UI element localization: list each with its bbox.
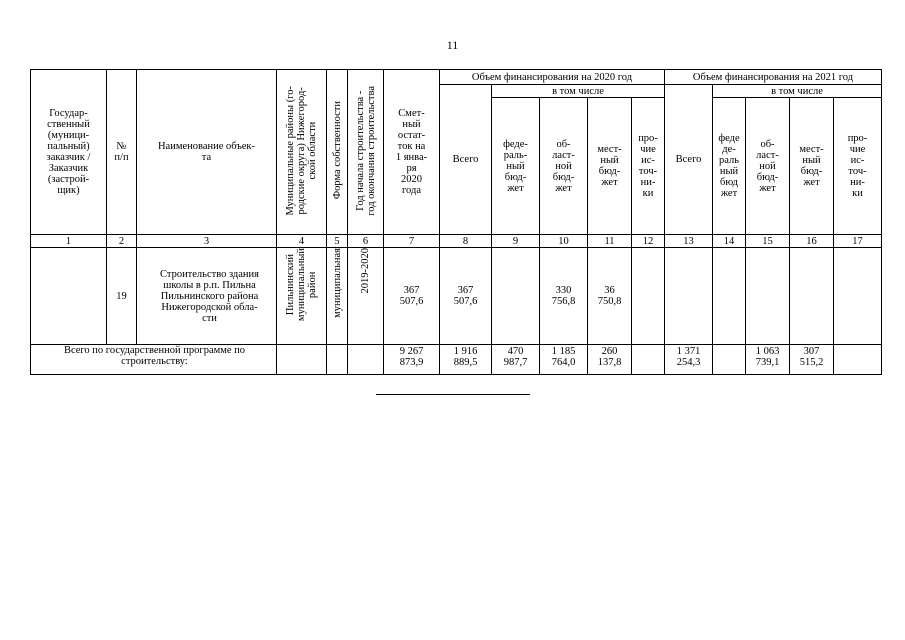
row-federal-2020 xyxy=(492,248,540,345)
header-local-2021: мест- ный бюд- жет xyxy=(790,98,834,235)
header-other-2020: про- чие ис- точ- ни- ки xyxy=(632,98,665,235)
row-years xyxy=(348,248,384,345)
total-federal-2021 xyxy=(713,345,746,375)
column-number: 2 xyxy=(107,235,137,248)
header-regional-2020: об- ласт- ной бюд- жет xyxy=(540,98,588,235)
column-number: 17 xyxy=(834,235,882,248)
total-empty-cell xyxy=(327,345,348,375)
column-number: 11 xyxy=(588,235,632,248)
header-including-2020: в том числе xyxy=(492,85,665,98)
row-other-2021 xyxy=(834,248,882,345)
total-row xyxy=(31,345,882,375)
column-number: 13 xyxy=(665,235,713,248)
row-district-text: Пильнинский муниципальный район xyxy=(285,248,318,322)
row-local-2021 xyxy=(790,248,834,345)
column-number: 15 xyxy=(746,235,790,248)
total-local-2021: 307 515,2 xyxy=(790,345,834,375)
column-number: 16 xyxy=(790,235,834,248)
header-ownership-text: Форма собственности xyxy=(331,101,343,200)
row-customer xyxy=(31,248,107,345)
total-empty-cell xyxy=(348,345,384,375)
column-number: 7 xyxy=(384,235,440,248)
total-empty-cell xyxy=(277,345,327,375)
header-local-2020: мест- ный бюд- жет xyxy=(588,98,632,235)
row-years-text: 2019-2020 xyxy=(360,248,371,294)
row-total-2021 xyxy=(665,248,713,345)
column-number: 5 xyxy=(327,235,348,248)
column-number: 9 xyxy=(492,235,540,248)
row-object-name: Строительство здания школы в р.п. Пильна Пильнинского района Нижегородской обла- сти xyxy=(137,248,277,345)
total-other-2020 xyxy=(632,345,665,375)
header-regional-2021: об- ласт- ной бюд- жет xyxy=(746,98,790,235)
row-regional-2021 xyxy=(746,248,790,345)
header-estimate-balance: Смет- ный остат- ток на 1 янва- ря 2020 года xyxy=(384,70,440,235)
row-federal-2021 xyxy=(713,248,746,345)
header-number: № п/п xyxy=(107,70,137,235)
header-years-text: Год начала строительства - год окончания строительства xyxy=(354,85,377,216)
row-regional-2020: 330 756,8 xyxy=(540,248,588,345)
row-ownership xyxy=(327,248,348,345)
row-other-2020 xyxy=(632,248,665,345)
column-number: 14 xyxy=(713,235,746,248)
column-number: 4 xyxy=(277,235,327,248)
total-federal-2020: 470 987,7 xyxy=(492,345,540,375)
header-including-2021: в том числе xyxy=(713,85,882,98)
header-total-2021: Всего xyxy=(665,85,713,235)
column-number: 10 xyxy=(540,235,588,248)
total-2021: 1 371 254,3 xyxy=(665,345,713,375)
row-number: 19 xyxy=(107,248,137,345)
header-funding-2021: Объем финансирования на 2021 год xyxy=(665,70,882,85)
header-funding-2020: Объем финансирования на 2020 год xyxy=(440,70,665,85)
header-object-name: Наименование объек- та xyxy=(137,70,277,235)
column-number: 1 xyxy=(31,235,107,248)
header-federal-2020: феде- раль- ный бюд- жет xyxy=(492,98,540,235)
total-estimate-balance: 9 267 873,9 xyxy=(384,345,440,375)
header-years xyxy=(348,70,384,235)
total-label: Всего по государственной программе по строительству: xyxy=(31,345,277,375)
header-total-2020: Всего xyxy=(440,85,492,235)
row-ownership-text: муниципальная xyxy=(331,248,343,318)
total-regional-2021: 1 063 739,1 xyxy=(746,345,790,375)
row-total-2020: 367 507,6 xyxy=(440,248,492,345)
total-other-2021 xyxy=(834,345,882,375)
column-number: 12 xyxy=(632,235,665,248)
header-districts-text: Муниципальные районы (го- родские округа) Нижегород- ской области xyxy=(285,85,318,216)
table-row xyxy=(31,248,882,345)
end-of-table-rule xyxy=(376,394,530,395)
total-local-2020: 260 137,8 xyxy=(588,345,632,375)
column-number: 3 xyxy=(137,235,277,248)
row-local-2020: 36 750,8 xyxy=(588,248,632,345)
header-other-2021: про- чие ис- точ- ни- ки xyxy=(834,98,882,235)
column-number: 6 xyxy=(348,235,384,248)
header-districts xyxy=(277,70,327,235)
row-district xyxy=(277,248,327,345)
header-ownership xyxy=(327,70,348,235)
total-2020: 1 916 889,5 xyxy=(440,345,492,375)
header-customer: Государ- ственный (муници- пальный) заказчик / Заказчик (застрой- щик) xyxy=(31,70,107,235)
construction-financing-table xyxy=(30,69,882,375)
column-number: 8 xyxy=(440,235,492,248)
row-estimate-balance: 367 507,6 xyxy=(384,248,440,345)
total-regional-2020: 1 185 764,0 xyxy=(540,345,588,375)
header-federal-2021: феде де- раль ный бюд жет xyxy=(713,98,746,235)
page-number: 11 xyxy=(446,38,459,52)
